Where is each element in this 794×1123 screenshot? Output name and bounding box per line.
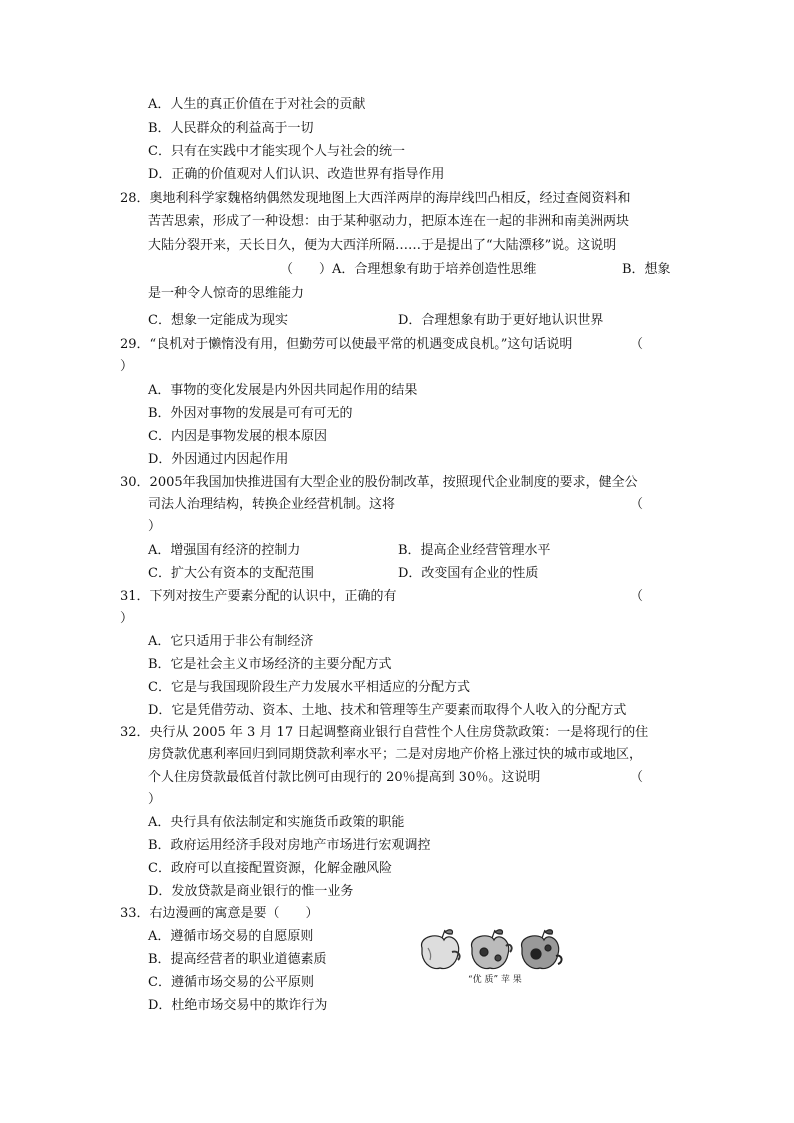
apple-cartoon — [412, 926, 572, 988]
apple-icon — [422, 930, 460, 969]
q29-stem: 29．“良机对于懒惰没有用，但勤劳可以使最平常的机遇变成良机。”这句话说明 — [120, 337, 573, 352]
apple-icon — [522, 930, 562, 969]
q30-answer-paren-close: ） — [148, 519, 162, 534]
q31-option-a: A．它只适用于非公有制经济 — [148, 634, 314, 649]
q30-option-b: B．提高企业经营管理水平 — [398, 543, 551, 558]
q32-option-a: A．央行具有依法制定和实施货币政策的职能 — [148, 815, 405, 830]
q32-option-c: C．政府可以直接配置资源，化解金融风险 — [148, 861, 392, 876]
q30-option-d: D．改变国有企业的性质 — [398, 566, 539, 581]
cartoon-caption: “优 质” 苹 果 — [468, 975, 522, 985]
q31-answer-paren-close: ） — [120, 611, 134, 626]
q32-option-b: B．政府运用经济手段对房地产市场进行宏观调控 — [148, 838, 431, 853]
q27-option-b: B．人民群众的利益高于一切 — [148, 121, 314, 136]
q29-option-d: D．外因通过内因起作用 — [148, 452, 289, 467]
q29-option-c: C．内因是事物发展的根本原因 — [148, 429, 327, 444]
q32-stem-line2: 房贷款优惠利率回归到同期贷款利率水平；二是对房地产价格上涨过快的城市或地区， — [148, 747, 643, 762]
q31-option-d: D．它是凭借劳动、资本、土地、技术和管理等生产要素而取得个人收入的分配方式 — [148, 703, 627, 718]
q33-option-b: B．提高经营者的职业道德素质 — [148, 952, 327, 967]
q31-answer-paren-open: （ — [630, 589, 644, 604]
q30-stem-line2: 司法人治理结构，转换企业经营机制。这将 — [148, 497, 396, 512]
q28-answer-bracket-option-a: （ ）A．合理想象有助于培养创造性思维 — [280, 262, 537, 277]
q27-option-d: D．正确的价值观对人们认识、改造世界有指导作用 — [148, 167, 445, 182]
q32-stem-line1: 32．央行从 2005 年 3 月 17 日起调整商业银行自营性个人住房贷款政策：一是将现行的住 — [120, 725, 649, 740]
q32-answer-paren-close: ） — [148, 792, 162, 807]
q31-option-c: C．它是与我国现阶段生产力发展水平相适应的分配方式 — [148, 680, 470, 695]
q28-stem-line1: 28．奥地利科学家魏格纳偶然发现地图上大西洋两岸的海岸线凹凸相反，经过查阅资料和 — [120, 191, 631, 206]
q32-stem-line3: 个人住房贷款最低首付款比例可由现行的 20％提高到 30％。这说明 — [148, 770, 541, 785]
q29-option-b: B．外因对事物的发展是可有可无的 — [148, 406, 353, 421]
q30-option-a: A．增强国有经济的控制力 — [148, 543, 301, 558]
q30-option-c: C．扩大公有资本的支配范围 — [148, 566, 314, 581]
q28-option-b-head: B．想象 — [622, 262, 671, 277]
q28-option-d: D．合理想象有助于更好地认识世界 — [398, 313, 604, 328]
q30-stem-line1: 30．2005年我国加快推进国有大型企业的股份制改革，按照现代企业制度的要求，健全公 — [120, 475, 638, 490]
q33-stem: 33．右边漫画的寓意是要（ ） — [120, 906, 319, 921]
q27-option-c: C．只有在实践中才能实现个人与社会的统一 — [148, 144, 405, 159]
apple-icon — [472, 930, 512, 969]
q28-stem-line2: 苦苦思索，形成了一种设想：由于某种驱动力，把原本连在一起的非洲和南美洲两块 — [148, 214, 630, 229]
q29-option-a: A．事物的变化发展是内外因共同起作用的结果 — [148, 383, 418, 398]
q27-option-a: A．人生的真正价值在于对社会的贡献 — [148, 97, 366, 112]
q28-stem-line3: 大陆分裂开来，天长日久，便为大西洋所隔……于是提出了“大陆漂移”说。这说明 — [148, 238, 617, 253]
q32-option-d: D．发放贷款是商业银行的惟一业务 — [148, 884, 354, 899]
q33-option-c: C．遵循市场交易的公平原则 — [148, 975, 314, 990]
q33-option-d: D．杜绝市场交易中的欺诈行为 — [148, 998, 328, 1013]
q33-option-a: A．遵循市场交易的自愿原则 — [148, 929, 314, 944]
q31-option-b: B．它是社会主义市场经济的主要分配方式 — [148, 657, 392, 672]
q30-answer-paren-open: （ — [630, 497, 644, 512]
q28-option-c: C．想象一定能成为现实 — [148, 313, 288, 328]
q29-answer-paren-open: （ — [630, 337, 644, 352]
q31-stem: 31．下列对按生产要素分配的认识中，正确的有 — [120, 589, 397, 604]
q28-option-b-tail: 是一种令人惊奇的思维能力 — [148, 286, 305, 301]
q29-answer-paren-close: ） — [120, 359, 134, 374]
q32-answer-paren-open: （ — [630, 770, 644, 785]
